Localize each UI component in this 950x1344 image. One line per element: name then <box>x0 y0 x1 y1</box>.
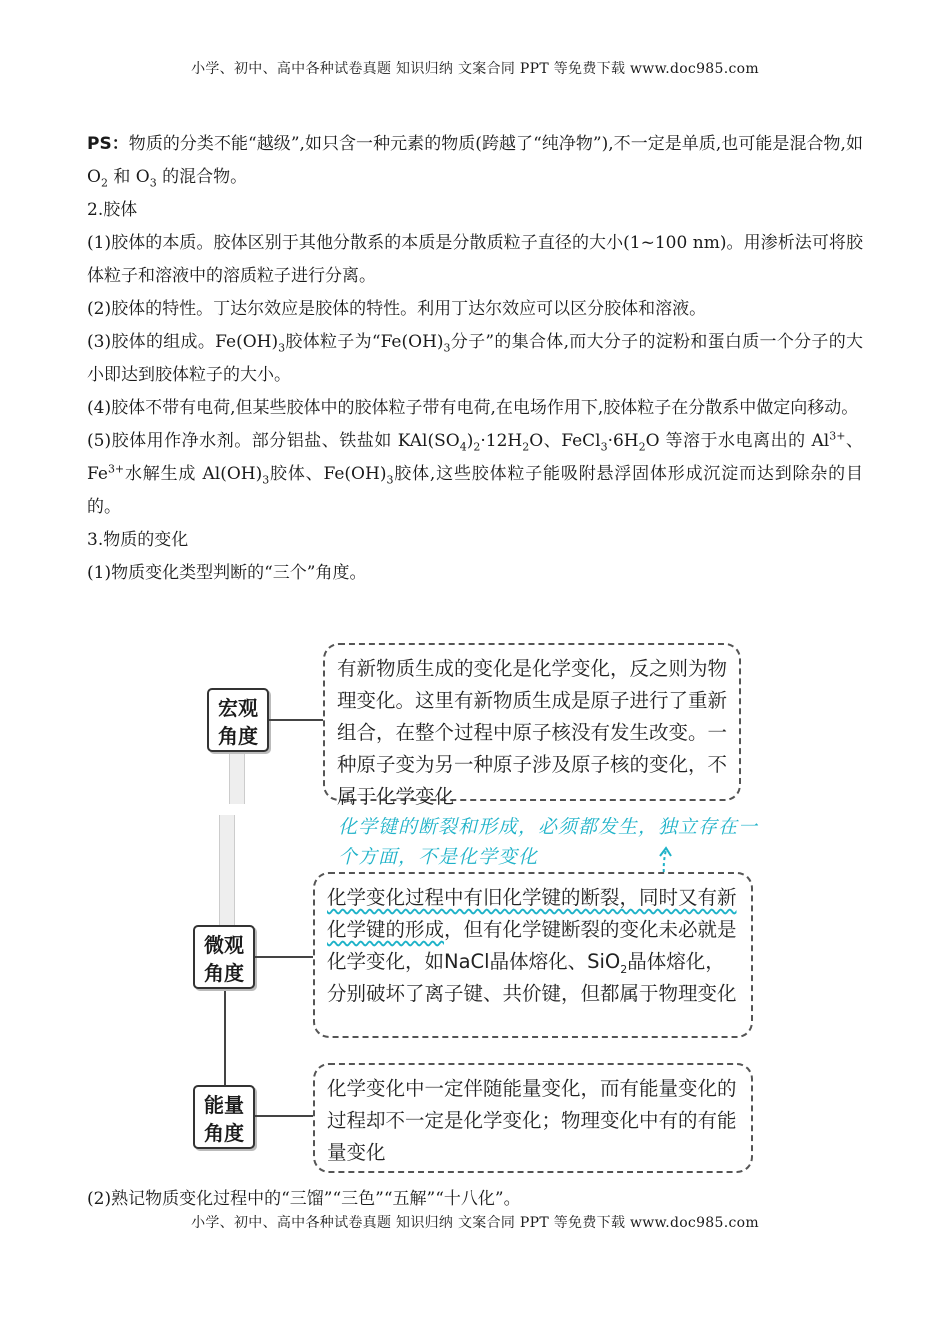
text: (5)胶体用作净水剂。部分铝盐、铁盐如 KAl(SO <box>87 431 460 451</box>
connector-bar <box>229 748 245 804</box>
section-title-change: 3.物质的变化 <box>87 530 189 550</box>
ps-text: 的混合物。 <box>156 167 248 187</box>
colloid-point-2: (2)胶体的特性。丁达尔效应是胶体的特性。利用丁达尔效应可以区分胶体和溶液。 <box>87 299 707 319</box>
change-point-1: (1)物质变化类型判断的“三个”角度。 <box>87 563 367 583</box>
macro-angle-box: 有新物质生成的变化是化学变化，反之则为物理变化。这里有新物质生成是原子进行了重新组合，在整个过程中原子核没有发生改变。一种原子变为另一种原子涉及原子核的变化，不属于化学变化 <box>323 643 741 801</box>
page-footer: 小学、初中、高中各种试卷真题 知识归纳 文案合同 PPT 等免费下载 www.doc985.com <box>191 1215 759 1231</box>
subscript: 3 <box>600 440 608 454</box>
text: ) <box>466 431 474 451</box>
subscript: 2 <box>522 440 530 454</box>
colloid-point-3 <box>87 326 863 392</box>
subscript: 2 <box>638 440 646 454</box>
text: ，但有化学键断裂的变化未必就是化学变化，如NaCl晶体熔化、SiO <box>327 918 737 973</box>
subscript: 3 <box>278 341 286 355</box>
micro-angle-box <box>313 872 753 1038</box>
micro-angle-label: 微观角度 <box>193 925 255 989</box>
page-header: 小学、初中、高中各种试卷真题 知识归纳 文案合同 PPT 等免费下载 www.doc985.com <box>191 61 759 77</box>
subscript: 2 <box>473 440 481 454</box>
text: O 等溶于水电离出的 Al <box>645 431 830 451</box>
subscript: 3 <box>386 473 394 487</box>
subscript: 2 <box>100 176 108 190</box>
subscript: 4 <box>459 440 467 454</box>
text: ·6H <box>607 431 639 451</box>
handwritten-note: 化学键的断裂和形成，必须都发生，独立存在一个方面，不是化学变化 <box>338 816 759 868</box>
colloid-point-4: (4)胶体不带有电荷,但某些胶体中的胶体粒子带有电荷,在电场作用下,胶体粒子在分散系中做定向移动。 <box>87 398 859 418</box>
highlighted-text: 化学变化过程中有旧化学键的断裂，同时又有新化学键的形成 <box>327 886 737 941</box>
ps-label: PS： <box>87 134 129 154</box>
ps-text: 和 O <box>107 167 150 187</box>
text: 胶体,这些胶体粒子能吸附悬浮固体形成沉淀而达到除杂的目的。 <box>87 464 863 517</box>
connector-bar <box>219 815 235 925</box>
superscript: 3+ <box>829 429 846 443</box>
colloid-point-5 <box>87 425 863 524</box>
change-point-2: (2)熟记物质变化过程中的“三馏”“三色”“五解”“十八化”。 <box>87 1189 521 1209</box>
text: O、FeCl <box>529 431 601 451</box>
superscript: 3+ <box>107 462 125 476</box>
macro-angle-label: 宏观角度 <box>207 688 269 752</box>
ps-text: 物质的分类不能“越级”,如只含一种元素的物质(跨越了“纯净物”),不一定是单质,也可能是混合物,如 O <box>87 134 863 187</box>
subscript: 2 <box>620 962 628 976</box>
connector-line <box>224 985 226 1087</box>
text: (3)胶体的组成。Fe(OH) <box>87 332 279 352</box>
subscript: 3 <box>149 176 157 190</box>
connector-line <box>269 719 325 721</box>
energy-angle-box: 化学变化中一定伴随能量变化，而有能量变化的过程却不一定是化学变化；物理变化中有的有能量变化 <box>313 1063 753 1173</box>
text: 、Fe <box>87 431 863 484</box>
text: 晶体熔化，分别破坏了离子键、共价键，但都属于物理变化 <box>327 950 737 1005</box>
subscript: 3 <box>262 473 270 487</box>
text: ·12H <box>480 431 523 451</box>
ps-paragraph <box>87 128 863 194</box>
energy-angle-label: 能量角度 <box>193 1085 255 1149</box>
subscript: 3 <box>443 341 451 355</box>
text: 水解生成 Al(OH) <box>124 464 263 484</box>
connector-line <box>255 956 315 958</box>
text: 胶体、Fe(OH) <box>269 464 387 484</box>
text: 胶体粒子为“Fe(OH) <box>285 332 444 352</box>
connector-line <box>255 1115 315 1117</box>
section-title-colloid: 2.胶体 <box>87 200 138 220</box>
document-body <box>87 128 863 590</box>
text: 分子”的集合体,而大分子的淀粉和蛋白质一个分子的大小即达到胶体粒子的大小。 <box>87 332 863 385</box>
colloid-point-1: (1)胶体的本质。胶体区别于其他分散系的本质是分散质粒子直径的大小(1~100 nm)。用渗析法可将胶体粒子和溶液中的溶质粒子进行分离。 <box>87 233 863 286</box>
